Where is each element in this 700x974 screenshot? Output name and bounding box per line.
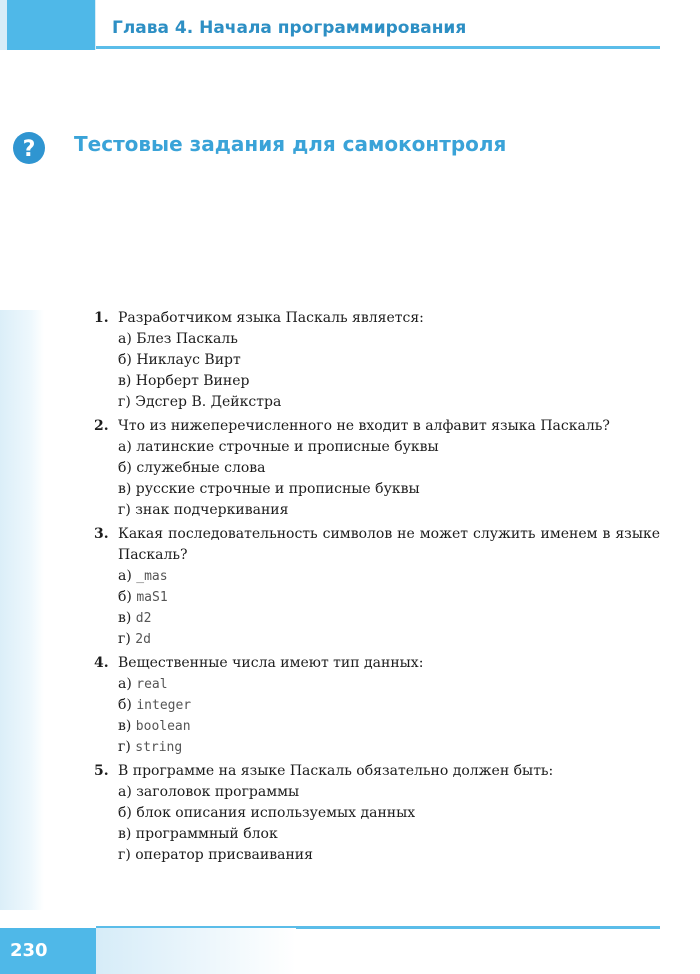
answer-option — [118, 458, 660, 479]
option-label: а) — [118, 439, 137, 455]
answer-options — [118, 674, 660, 758]
option-label: г) — [118, 739, 136, 755]
option-code: _mas — [136, 569, 168, 584]
option-code: maS1 — [136, 590, 168, 605]
option-label: г) — [118, 631, 136, 647]
option-text: Никлаус Вирт — [136, 352, 241, 368]
option-text: Норберт Винер — [135, 373, 250, 389]
header-tab — [7, 0, 95, 50]
answer-option — [118, 803, 660, 824]
option-label: б) — [118, 460, 137, 476]
answer-option — [118, 629, 660, 650]
chapter-title: Глава 4. Начала программирования — [112, 18, 467, 38]
answer-option — [118, 608, 660, 629]
question-list — [94, 308, 660, 869]
option-code: boolean — [135, 719, 191, 734]
answer-options — [118, 782, 660, 866]
option-label: в) — [118, 481, 136, 497]
option-text: знак подчеркивания — [135, 502, 289, 518]
answer-option — [118, 587, 660, 608]
answer-option — [118, 329, 660, 350]
svg-text:?: ? — [22, 137, 36, 162]
answer-option — [118, 695, 660, 716]
question-number: 5. — [94, 763, 109, 779]
option-code: d2 — [135, 611, 152, 626]
answer-option — [118, 782, 660, 803]
answer-option — [118, 845, 660, 866]
margin-decoration-strip — [0, 310, 44, 910]
answer-options — [118, 329, 660, 413]
option-text: оператор присваивания — [135, 847, 313, 863]
option-label: а) — [118, 784, 137, 800]
answer-option — [118, 674, 660, 695]
option-text: программный блок — [135, 826, 278, 842]
answer-option — [118, 824, 660, 845]
option-label: б) — [118, 352, 137, 368]
option-label: в) — [118, 373, 136, 389]
option-code: integer — [136, 698, 192, 713]
answer-option — [118, 350, 660, 371]
answer-option — [118, 566, 660, 587]
question-text: Какая последовательность символов не может служить именем в языке Паскаль? — [118, 526, 660, 563]
answer-option — [118, 437, 660, 458]
option-text: латинские строчные и прописные буквы — [136, 439, 439, 455]
option-text: Эдсгер В. Дейкстра — [135, 394, 282, 410]
question-number: 4. — [94, 655, 109, 671]
question-number: 2. — [94, 418, 109, 434]
option-label: в) — [118, 718, 136, 734]
option-label: г) — [118, 394, 136, 410]
answer-option — [118, 737, 660, 758]
option-label: б) — [118, 805, 137, 821]
answer-option — [118, 371, 660, 392]
option-label: в) — [118, 826, 136, 842]
option-code: string — [135, 740, 183, 755]
answer-options — [118, 437, 660, 521]
option-text: Блез Паскаль — [136, 331, 238, 347]
option-label: в) — [118, 610, 136, 626]
answer-options — [118, 566, 660, 650]
section-title: Тестовые задания для самоконтроля — [74, 132, 507, 156]
answer-option — [118, 500, 660, 521]
footer-fade — [96, 928, 296, 974]
option-text: заголовок программы — [136, 784, 300, 800]
option-label: г) — [118, 502, 136, 518]
header-rule — [96, 46, 660, 49]
option-label: г) — [118, 847, 136, 863]
answer-option — [118, 479, 660, 500]
option-label: а) — [118, 331, 137, 347]
page-number: 230 — [10, 940, 48, 961]
option-text: русские строчные и прописные буквы — [135, 481, 420, 497]
question-item — [94, 416, 660, 521]
option-text: блок описания используемых данных — [136, 805, 416, 821]
option-code: 2d — [135, 632, 151, 647]
question-number: 3. — [94, 526, 109, 542]
question-item — [94, 653, 660, 758]
question-text: Что из нижеперечисленного не входит в алфавит языка Паскаль? — [118, 418, 610, 434]
question-item — [94, 524, 660, 650]
option-code: real — [136, 677, 168, 692]
option-label: б) — [118, 589, 137, 605]
option-label: а) — [118, 568, 137, 584]
option-label: а) — [118, 676, 137, 692]
answer-option — [118, 716, 660, 737]
question-circle-icon — [12, 131, 46, 165]
question-text: В программе на языке Паскаль обязательно должен быть: — [118, 763, 554, 779]
answer-option — [118, 392, 660, 413]
question-text: Разработчиком языка Паскаль является: — [118, 310, 424, 326]
question-item — [94, 308, 660, 413]
question-text: Вещественные числа имеют тип данных: — [118, 655, 424, 671]
option-label: б) — [118, 697, 137, 713]
question-item — [94, 761, 660, 866]
option-text: служебные слова — [136, 460, 266, 476]
question-number: 1. — [94, 310, 109, 326]
